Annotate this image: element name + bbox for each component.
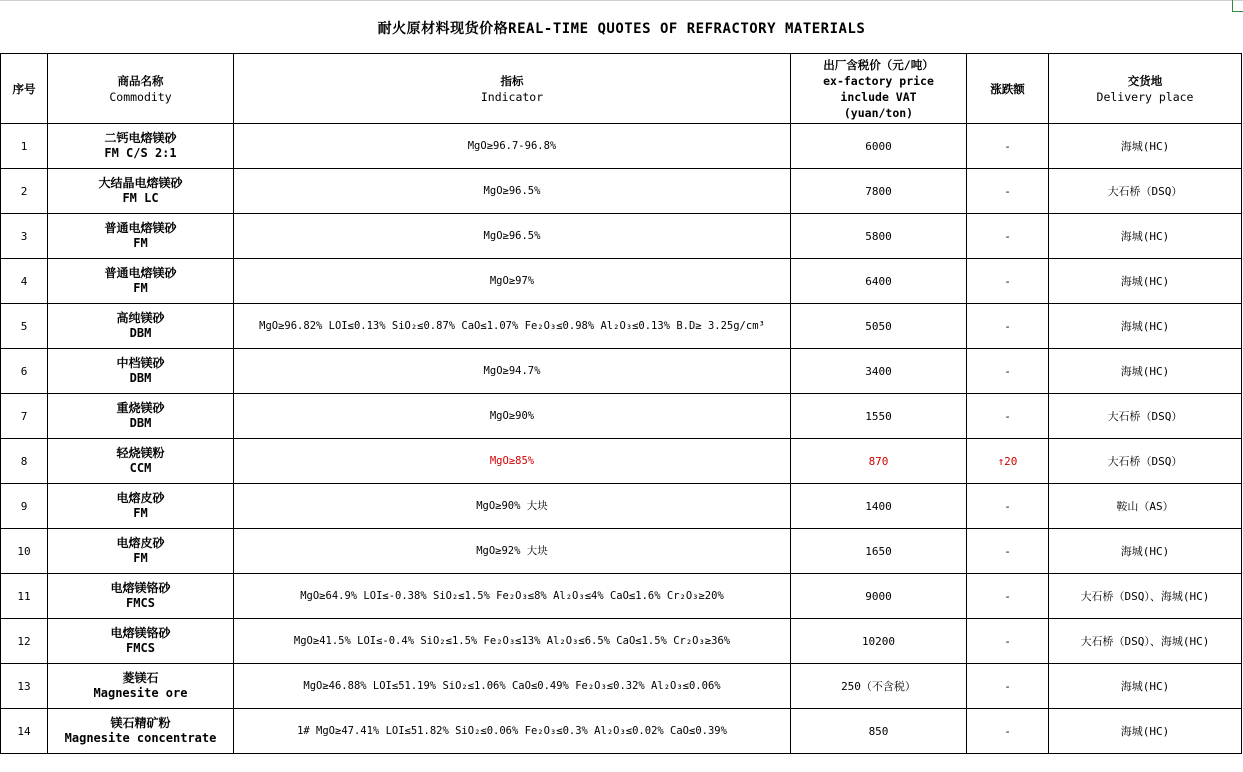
cell-indicator[interactable]: MgO≥46.88% LOI≤51.19% SiO₂≤1.06% CaO≤0.49% Fe₂O₃≤0.32% Al₂O₃≤0.06%	[234, 664, 791, 709]
cell-commodity[interactable]	[48, 709, 234, 754]
cell-price[interactable]: 5800	[791, 214, 967, 259]
commodity-name-en: Magnesite ore	[93, 686, 188, 700]
header-price-en1: ex-factory price	[823, 73, 934, 88]
cell-change[interactable]: ↑20	[967, 439, 1049, 484]
cell-indicator[interactable]: MgO≥85%	[234, 439, 791, 484]
page-title: 耐火原材料现货价格REAL-TIME QUOTES OF REFRACTORY MATERIALS	[377, 21, 866, 37]
cell-change[interactable]: -	[967, 709, 1049, 754]
header-indicator	[234, 54, 791, 124]
cell-price[interactable]: 850	[791, 709, 967, 754]
cell-commodity[interactable]	[48, 304, 234, 349]
cell-price[interactable]: 250（不含税）	[791, 664, 967, 709]
cell-no[interactable]: 13	[1, 664, 48, 709]
cell-price[interactable]: 870	[791, 439, 967, 484]
cell-price[interactable]: 1550	[791, 394, 967, 439]
cell-commodity[interactable]	[48, 214, 234, 259]
cell-no[interactable]: 2	[1, 169, 48, 214]
cell-price[interactable]: 6400	[791, 259, 967, 304]
commodity-name-en: FM	[133, 236, 148, 250]
commodity-name-cn: 高纯镁砂	[116, 311, 165, 325]
cell-no[interactable]: 5	[1, 304, 48, 349]
cell-price[interactable]: 6000	[791, 124, 967, 169]
cell-delivery[interactable]: 海城(HC)	[1049, 304, 1242, 349]
table-row[interactable]	[1, 574, 1242, 619]
cell-delivery[interactable]: 海城(HC)	[1049, 529, 1242, 574]
table-row[interactable]	[1, 529, 1242, 574]
header-price-cn: 出厂含税价（元/吨）	[823, 57, 934, 72]
header-delivery-cn: 交货地	[1127, 73, 1163, 88]
cell-delivery[interactable]: 海城(HC)	[1049, 259, 1242, 304]
table-row[interactable]	[1, 709, 1242, 754]
table-row[interactable]	[1, 394, 1242, 439]
commodity-name-cn: 普通电熔镁砂	[104, 221, 177, 235]
cell-price[interactable]: 3400	[791, 349, 967, 394]
cell-change[interactable]: -	[967, 304, 1049, 349]
cell-indicator[interactable]: MgO≥92% 大块	[234, 529, 791, 574]
cell-no[interactable]: 8	[1, 439, 48, 484]
top-border	[0, 0, 1243, 1]
cell-change[interactable]: -	[967, 529, 1049, 574]
cell-indicator[interactable]: MgO≥96.82% LOI≤0.13% SiO₂≤0.87% CaO≤1.07% Fe₂O₃≤0.98% Al₂O₃≤0.13% B.D≥ 3.25g/cm³	[234, 304, 791, 349]
header-commodity-en: Commodity	[109, 89, 172, 104]
commodity-name-en: DBM	[129, 326, 152, 340]
cell-commodity[interactable]	[48, 259, 234, 304]
commodity-name-en: FM LC	[122, 191, 159, 205]
header-commodity	[48, 54, 234, 124]
commodity-name-cn: 中档镁砂	[116, 356, 165, 370]
cell-indicator[interactable]: MgO≥90% 大块	[234, 484, 791, 529]
cell-price[interactable]: 1400	[791, 484, 967, 529]
table-row[interactable]	[1, 259, 1242, 304]
header-delivery-en: Delivery place	[1096, 89, 1194, 104]
table-row[interactable]	[1, 484, 1242, 529]
cell-change[interactable]: -	[967, 574, 1049, 619]
cell-price[interactable]: 5050	[791, 304, 967, 349]
header-change: 涨跌额	[967, 54, 1049, 124]
cell-no[interactable]: 14	[1, 709, 48, 754]
cell-commodity[interactable]	[48, 394, 234, 439]
commodity-name-cn: 电熔镁铬砂	[110, 626, 171, 640]
commodity-name-cn: 镁石精矿粉	[110, 716, 171, 730]
commodity-name-en: CCM	[129, 461, 152, 475]
cell-change[interactable]: -	[967, 349, 1049, 394]
cell-delivery[interactable]: 海城(HC)	[1049, 124, 1242, 169]
cell-indicator[interactable]: 1# MgO≥47.41% LOI≤51.82% SiO₂≤0.06% Fe₂O₃≤0.3% Al₂O₃≤0.02% CaO≤0.39%	[234, 709, 791, 754]
cell-delivery[interactable]: 大石桥（DSQ）	[1049, 169, 1242, 214]
cell-change[interactable]: -	[967, 259, 1049, 304]
table-row[interactable]	[1, 169, 1242, 214]
cell-no[interactable]: 6	[1, 349, 48, 394]
commodity-name-en: FMCS	[126, 596, 155, 610]
cell-price[interactable]: 9000	[791, 574, 967, 619]
cell-indicator[interactable]: MgO≥96.5%	[234, 214, 791, 259]
cell-indicator[interactable]: MgO≥96.5%	[234, 169, 791, 214]
cell-change[interactable]: -	[967, 664, 1049, 709]
header-price-en2: include VAT	[840, 89, 917, 104]
commodity-name-en: DBM	[129, 371, 152, 385]
cell-delivery[interactable]: 大石桥（DSQ）、海城(HC)	[1049, 619, 1242, 664]
commodity-name-en: FMCS	[126, 641, 155, 655]
table-row[interactable]	[1, 619, 1242, 664]
cell-no[interactable]: 1	[1, 124, 48, 169]
commodity-name-cn: 电熔皮砂	[116, 491, 165, 505]
cell-change[interactable]: -	[967, 214, 1049, 259]
cell-price[interactable]: 10200	[791, 619, 967, 664]
commodity-name-cn: 二钙电熔镁砂	[104, 131, 177, 145]
price-table	[0, 53, 1242, 754]
table-body	[1, 124, 1242, 754]
cell-change[interactable]: -	[967, 394, 1049, 439]
commodity-name-cn: 普通电熔镁砂	[104, 266, 177, 280]
cell-indicator[interactable]: MgO≥96.7-96.8%	[234, 124, 791, 169]
commodity-name-en: FM	[133, 551, 148, 565]
table-row[interactable]	[1, 214, 1242, 259]
commodity-name-cn: 电熔镁铬砂	[110, 581, 171, 595]
cell-delivery[interactable]: 海城(HC)	[1049, 349, 1242, 394]
cell-indicator[interactable]: MgO≥94.7%	[234, 349, 791, 394]
header-row	[1, 54, 1242, 124]
cell-change[interactable]: -	[967, 169, 1049, 214]
header-indicator-en: Indicator	[480, 89, 544, 104]
cell-no[interactable]: 9	[1, 484, 48, 529]
header-commodity-cn: 商品名称	[117, 73, 164, 88]
cell-no[interactable]: 3	[1, 214, 48, 259]
cell-change[interactable]: -	[967, 484, 1049, 529]
cell-change[interactable]: -	[967, 619, 1049, 664]
cell-delivery[interactable]: 海城(HC)	[1049, 664, 1242, 709]
table-row[interactable]	[1, 349, 1242, 394]
cell-delivery[interactable]: 鞍山（AS）	[1049, 484, 1242, 529]
cell-indicator[interactable]: MgO≥41.5% LOI≤-0.4% SiO₂≤1.5% Fe₂O₃≤13% Al₂O₃≤6.5% CaO≤1.5% Cr₂O₃≥36%	[234, 619, 791, 664]
cell-price[interactable]: 1650	[791, 529, 967, 574]
cell-no[interactable]: 10	[1, 529, 48, 574]
cell-delivery[interactable]: 海城(HC)	[1049, 214, 1242, 259]
cell-no[interactable]: 12	[1, 619, 48, 664]
cell-no[interactable]: 11	[1, 574, 48, 619]
cell-no[interactable]: 7	[1, 394, 48, 439]
commodity-name-en: FM C/S 2:1	[104, 146, 177, 160]
header-price-en3: (yuan/ton)	[843, 105, 914, 120]
cell-delivery[interactable]: 海城(HC)	[1049, 709, 1242, 754]
commodity-name-cn: 电熔皮砂	[116, 536, 165, 550]
cell-commodity[interactable]	[48, 619, 234, 664]
cell-commodity[interactable]	[48, 574, 234, 619]
cell-commodity[interactable]	[48, 349, 234, 394]
cell-commodity[interactable]	[48, 439, 234, 484]
cell-price[interactable]: 7800	[791, 169, 967, 214]
cell-delivery[interactable]: 大石桥（DSQ）	[1049, 394, 1242, 439]
cell-commodity[interactable]	[48, 664, 234, 709]
header-delivery	[1049, 54, 1242, 124]
cell-indicator[interactable]: MgO≥64.9% LOI≤-0.38% SiO₂≤1.5% Fe₂O₃≤8% Al₂O₃≤4% CaO≤1.6% Cr₂O₃≥20%	[234, 574, 791, 619]
commodity-name-cn: 轻烧镁粉	[116, 446, 165, 460]
table-row[interactable]	[1, 439, 1242, 484]
commodity-name-en: FM	[133, 506, 148, 520]
cell-change[interactable]: -	[967, 124, 1049, 169]
cell-commodity[interactable]	[48, 169, 234, 214]
cell-commodity[interactable]	[48, 484, 234, 529]
cell-indicator[interactable]: MgO≥97%	[234, 259, 791, 304]
cell-no[interactable]: 4	[1, 259, 48, 304]
commodity-name-cn: 菱镁石	[122, 671, 159, 685]
table-row[interactable]	[1, 304, 1242, 349]
commodity-name-en: DBM	[129, 416, 152, 430]
cell-commodity[interactable]	[48, 529, 234, 574]
header-no: 序号	[1, 54, 48, 124]
cell-indicator[interactable]: MgO≥90%	[234, 394, 791, 439]
table-row[interactable]	[1, 664, 1242, 709]
table-row[interactable]	[1, 124, 1242, 169]
cell-delivery[interactable]: 大石桥（DSQ）	[1049, 439, 1242, 484]
header-price	[791, 54, 967, 124]
commodity-name-en: FM	[133, 281, 148, 295]
commodity-name-en: Magnesite concentrate	[64, 731, 217, 745]
commodity-name-cn: 大结晶电熔镁砂	[98, 176, 183, 190]
cell-commodity[interactable]	[48, 124, 234, 169]
header-indicator-cn: 指标	[500, 73, 524, 88]
commodity-name-cn: 重烧镁砂	[116, 401, 165, 415]
cell-delivery[interactable]: 大石桥（DSQ）、海城(HC)	[1049, 574, 1242, 619]
